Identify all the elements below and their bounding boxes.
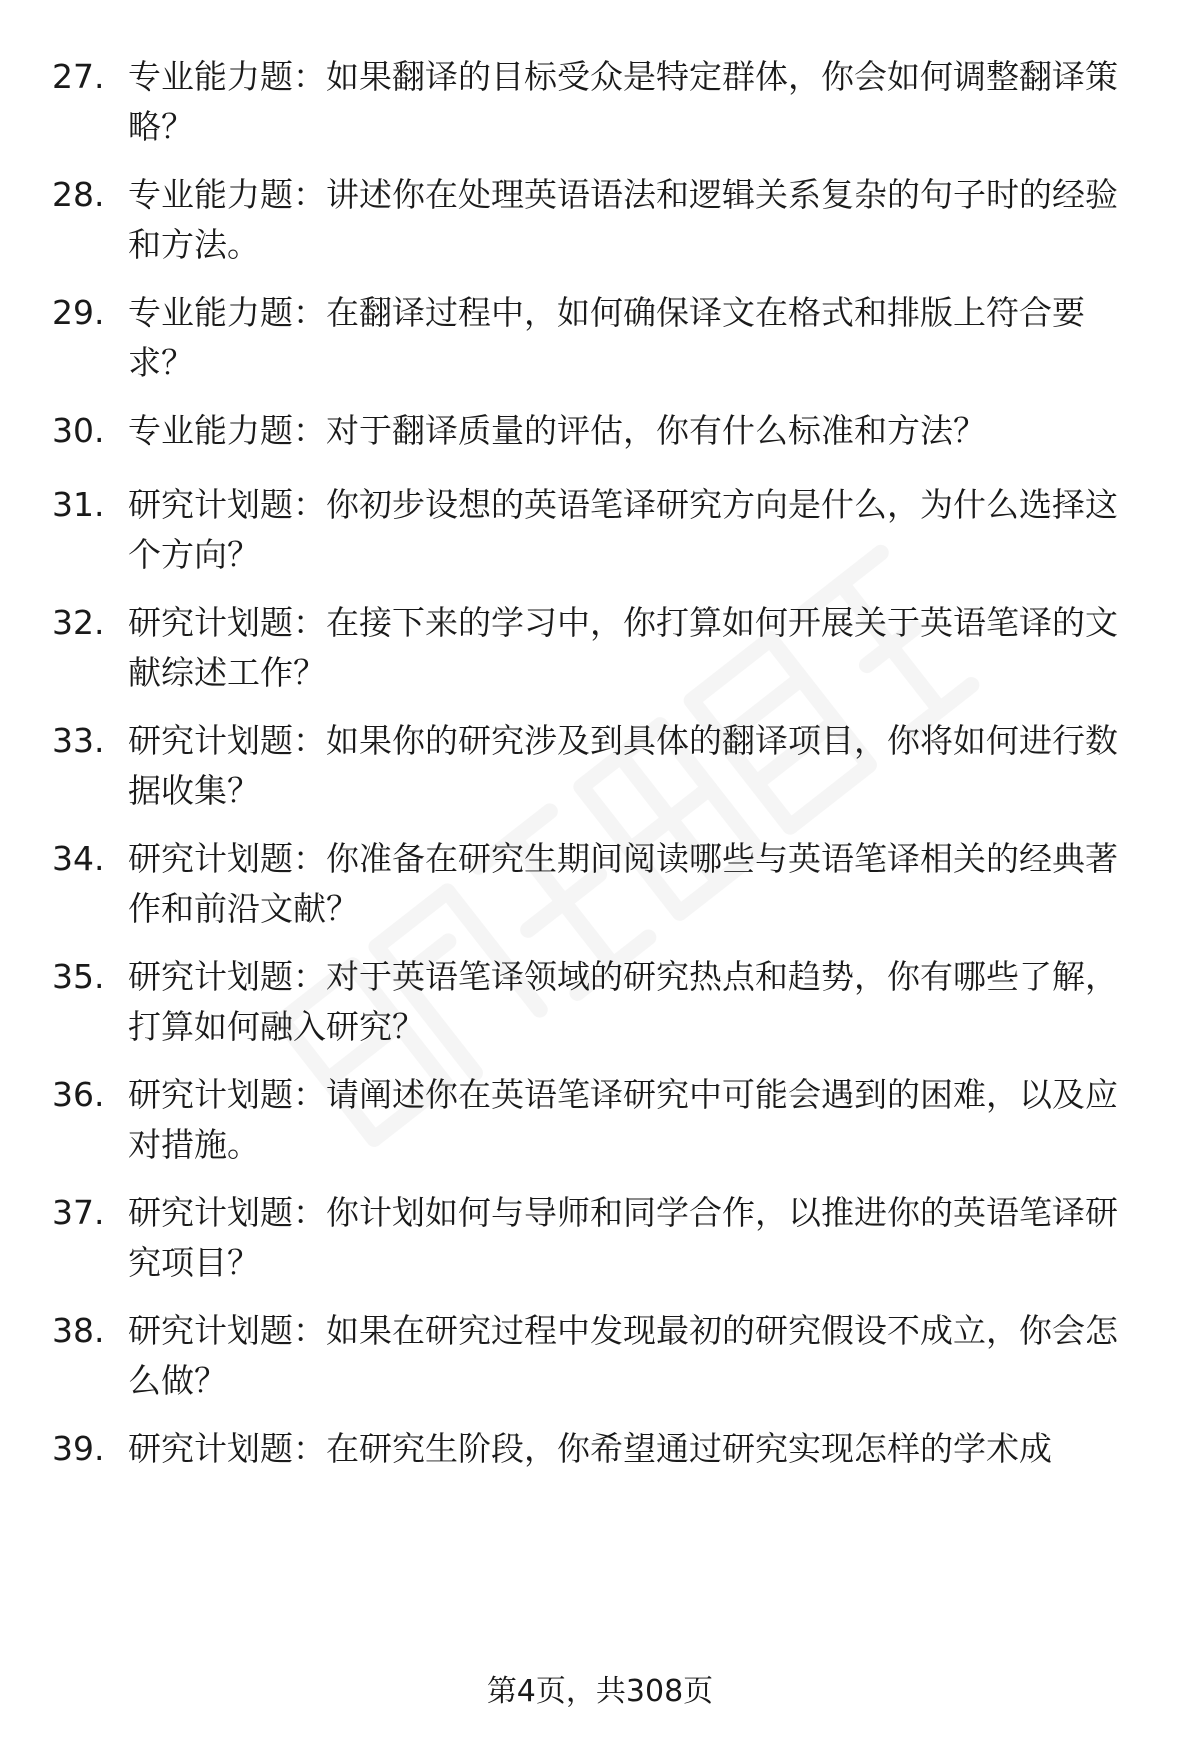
question-text: 研究计划题：对于英语笔译领域的研究热点和趋势，你有哪些了解，打算如何融入研究？ — [128, 957, 1118, 1046]
question-text: 研究计划题：如果你的研究涉及到具体的翻译项目，你将如何进行数据收集？ — [128, 721, 1118, 810]
question-item-28 — [0, 170, 1200, 266]
question-item-36 — [0, 1070, 1200, 1166]
question-text: 研究计划题：在接下来的学习中，你打算如何开展关于英语笔译的文献综述工作？ — [128, 603, 1118, 692]
question-number: 34. — [52, 839, 105, 878]
question-text: 研究计划题：在研究生阶段，你希望通过研究实现怎样的学术成 — [128, 1429, 1052, 1468]
question-item-39 — [0, 1424, 1200, 1520]
question-text: 研究计划题：你计划如何与导师和同学合作，以推进你的英语笔译研究项目？ — [128, 1193, 1118, 1282]
question-number: 37. — [52, 1193, 105, 1232]
question-number: 36. — [52, 1075, 105, 1114]
question-item-37 — [0, 1188, 1200, 1284]
question-number: 35. — [52, 957, 105, 996]
question-item-32 — [0, 598, 1200, 694]
question-number: 32. — [52, 603, 105, 642]
question-item-38 — [0, 1306, 1200, 1402]
question-number: 39. — [52, 1429, 105, 1468]
question-item-27 — [0, 52, 1200, 148]
question-text: 研究计划题：你初步设想的英语笔译研究方向是什么，为什么选择这个方向？ — [128, 485, 1118, 574]
page-number: 第4页，共308页 — [486, 1674, 714, 1709]
question-text: 研究计划题：你准备在研究生期间阅读哪些与英语笔译相关的经典著作和前沿文献？ — [128, 839, 1118, 928]
question-text: 专业能力题：讲述你在处理英语语法和逻辑关系复杂的句子时的经验和方法。 — [128, 175, 1118, 264]
question-number: 29. — [52, 293, 105, 332]
question-item-33 — [0, 716, 1200, 812]
question-item-34 — [0, 834, 1200, 930]
question-text: 专业能力题：在翻译过程中，如何确保译文在格式和排版上符合要求？ — [128, 293, 1085, 382]
question-number: 31. — [52, 485, 105, 524]
question-number: 27. — [52, 57, 105, 96]
question-text: 研究计划题：如果在研究过程中发现最初的研究假设不成立，你会怎么做？ — [128, 1311, 1118, 1400]
question-item-35 — [0, 952, 1200, 1048]
question-number: 28. — [52, 175, 105, 214]
question-text: 研究计划题：请阐述你在英语笔译研究中可能会遇到的困难，以及应对措施。 — [128, 1075, 1118, 1164]
question-number: 30. — [52, 411, 105, 450]
question-text: 专业能力题：如果翻译的目标受众是特定群体，你会如何调整翻译策略？ — [128, 57, 1118, 146]
question-number: 38. — [52, 1311, 105, 1350]
question-item-29 — [0, 288, 1200, 384]
question-text: 专业能力题：对于翻译质量的评估，你有什么标准和方法？ — [128, 411, 986, 450]
question-item-31 — [0, 480, 1200, 576]
question-number: 33. — [52, 721, 105, 760]
